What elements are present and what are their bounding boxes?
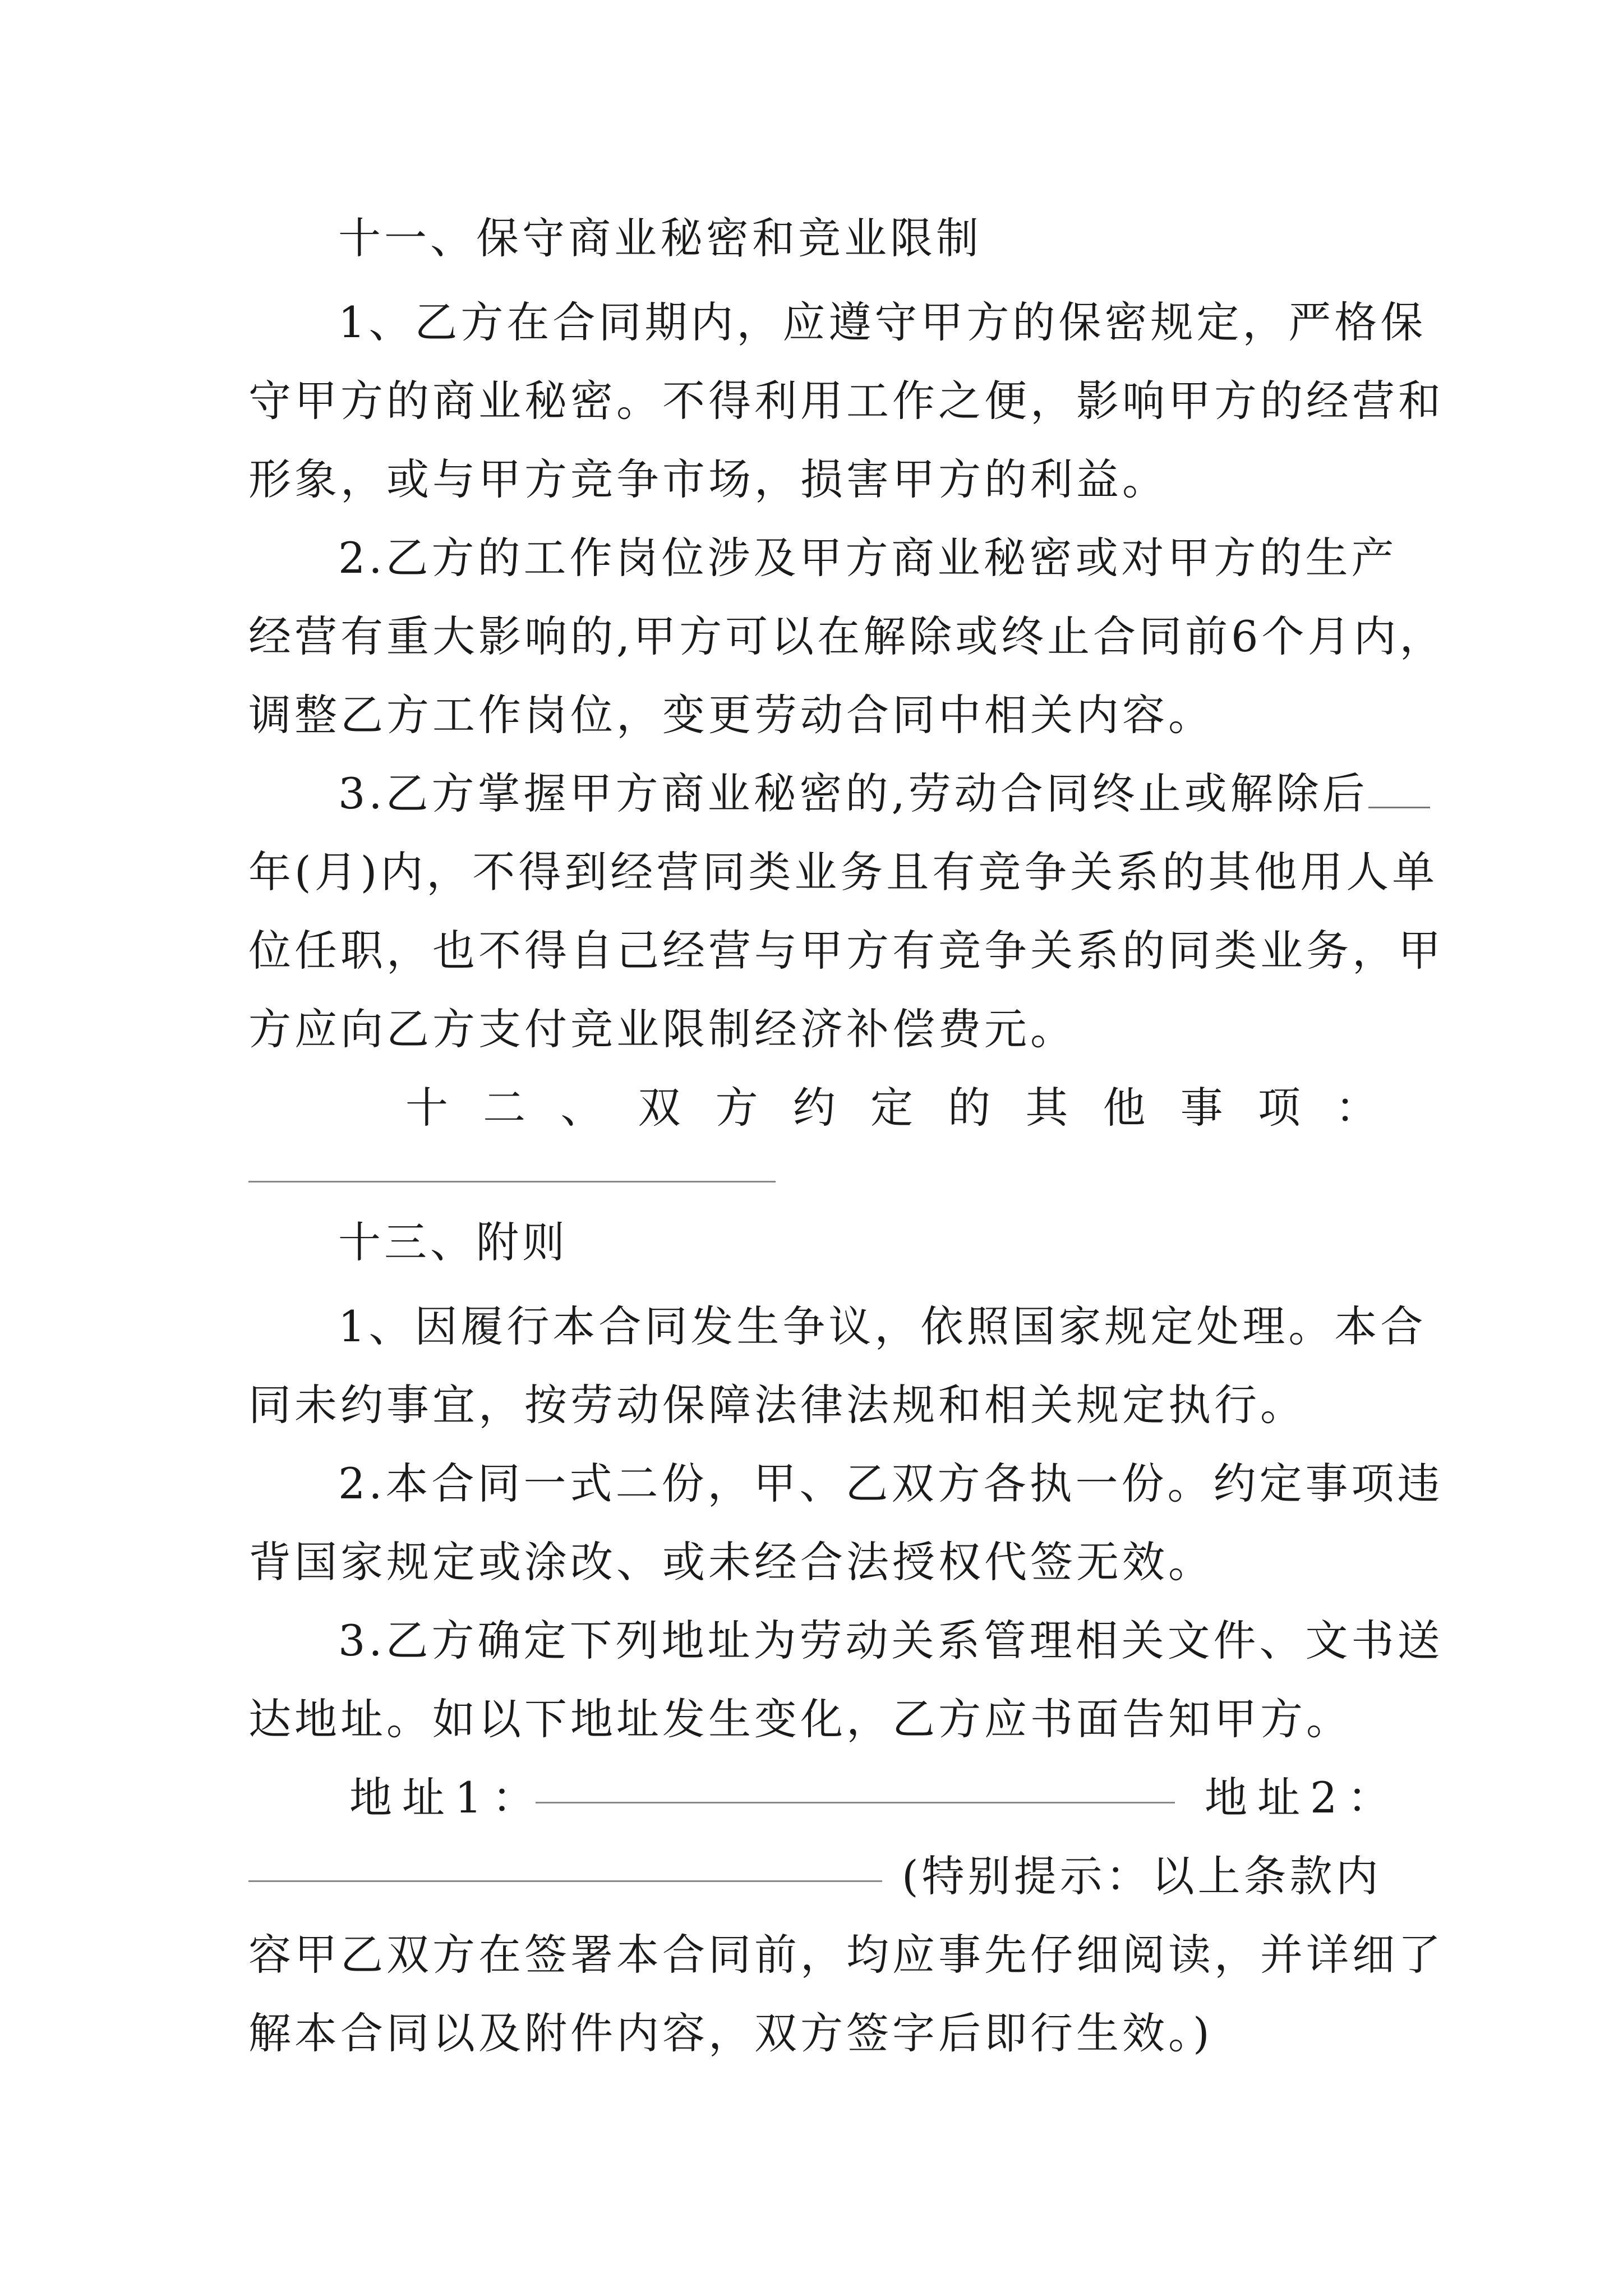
- section-12-heading: 十二、双方约定的其他事项：: [405, 1083, 1381, 1133]
- section-11-p3-line4: 方应向乙方支付竞业限制经济补偿费元。: [248, 1004, 1076, 1054]
- address-1-blank: [536, 1802, 1175, 1803]
- section-13-p1-line2: 同未约事宜，按劳动保障法律法规和相关规定执行。: [248, 1380, 1306, 1430]
- section-13-p2-line1: 2.本合同一式二份，甲、乙双方各执一份。约定事项违: [338, 1458, 1444, 1508]
- section-11-heading: 十一、保守商业秘密和竞业限制: [338, 213, 982, 263]
- section-11-p1-line2: 守甲方的商业秘密。不得利用工作之便，影响甲方的经营和: [248, 376, 1444, 426]
- section-11-p3-line3: 位任职，也不得自己经营与甲方有竞争关系的同类业务，甲: [248, 926, 1444, 976]
- section-13-p3-line2: 达地址。如以下地址发生变化，乙方应书面告知甲方。: [248, 1694, 1352, 1744]
- section-11-p3-line2: 年(月)内，不得到经营同类业务且有竞争关系的其他用人单: [248, 847, 1438, 897]
- section-11-p2-line1: 2.乙方的工作岗位涉及甲方商业秘密或对甲方的生产: [338, 533, 1398, 583]
- address-2-blank: [248, 1880, 882, 1882]
- years-blank: [1368, 763, 1430, 808]
- section-11-p1-line1: 1、乙方在合同期内，应遵守甲方的保密规定，严格保: [338, 297, 1427, 347]
- notice-line3: 解本合同以及附件内容，双方签字后即行生效。): [248, 2008, 1213, 2058]
- section-11-p3-line1-text: 3.乙方掌握甲方商业秘密的,劳动合同终止或解除后: [338, 769, 1368, 818]
- section-13-p2-line2: 背国家规定或涂改、或未经合法授权代签无效。: [248, 1537, 1214, 1587]
- section-13-p3-line1: 3.乙方确定下列地址为劳动关系管理相关文件、文书送: [338, 1616, 1444, 1665]
- address-2-label: 地址2：: [1205, 1773, 1400, 1823]
- section-13-heading: 十三、附则: [338, 1217, 568, 1267]
- section-11-p2-line2: 经营有重大影响的,甲方可以在解除或终止合同前6个月内，: [248, 611, 1446, 661]
- address-1-label: 地址1：: [349, 1773, 545, 1823]
- notice-line2: 容甲乙双方在签署本合同前，均应事先仔细阅读，并详细了: [248, 1930, 1444, 1980]
- section-11-p2-line3: 调整乙方工作岗位，变更劳动合同中相关内容。: [248, 690, 1214, 740]
- section-11-p3-line1: [338, 754, 1381, 833]
- section-12-blank-line: [248, 1181, 776, 1182]
- section-13-p1-line1: 1、因履行本合同发生争议，依照国家规定处理。本合: [338, 1301, 1427, 1351]
- notice-line1: (特别提示：以上条款内: [902, 1851, 1382, 1901]
- section-11-p1-line3: 形象，或与甲方竞争市场，损害甲方的利益。: [248, 454, 1168, 504]
